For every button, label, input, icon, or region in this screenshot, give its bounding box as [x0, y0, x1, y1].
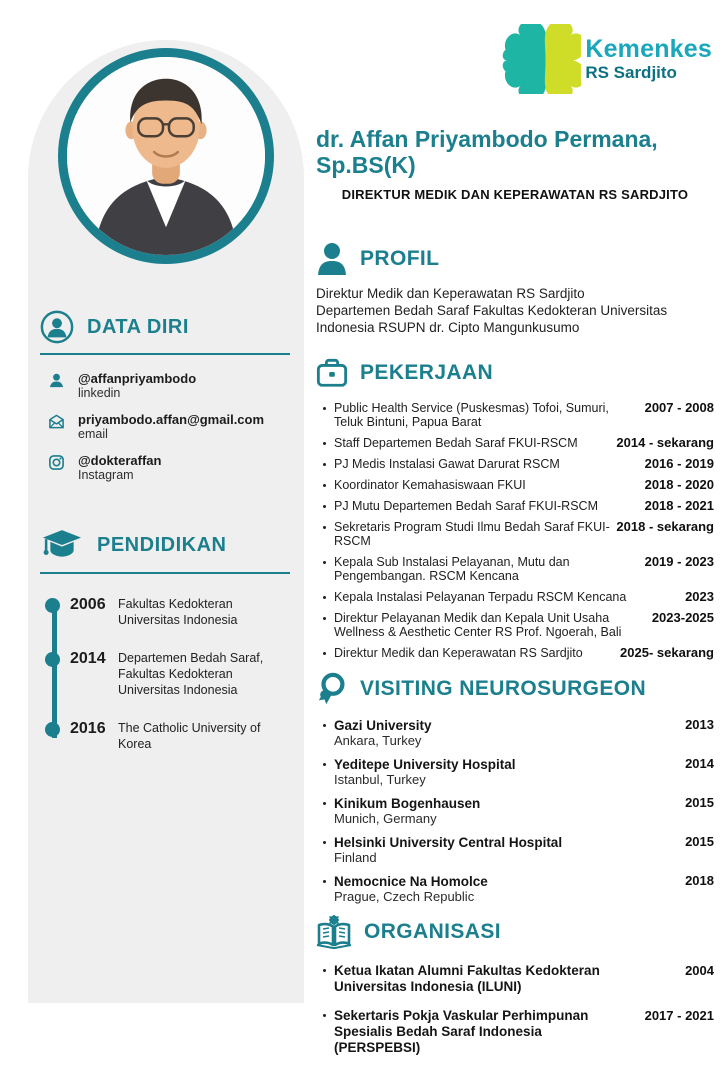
- person-role: DIREKTUR MEDIK DAN KEPERAWATAN RS SARDJITO: [341, 187, 689, 202]
- job-title: Public Health Service (Puskesmas) Tofoi, Sumuri, Teluk Bintuni, Papua Barat: [334, 401, 609, 429]
- job-row: [316, 646, 714, 660]
- timeline-dot: [45, 652, 60, 667]
- job-period: 2014 - sekarang: [616, 435, 714, 450]
- job-title: Direktur Pelayanan Medik dan Kepala Unit Usaha Wellness & Aesthetic Center RS Prof. Ngoerah, Bali: [334, 611, 622, 639]
- education-desc: Fakultas Kedokteran Universitas Indonesia: [118, 597, 238, 627]
- contact-linkedin: [48, 371, 290, 401]
- job-period: 2018 - sekarang: [616, 519, 714, 534]
- job-title: Koordinator Kemahasiswaan FKUI: [334, 478, 526, 492]
- bullet-dot: [323, 561, 326, 564]
- job-row: [316, 401, 714, 429]
- bullet-dot: [323, 880, 326, 883]
- email-icon: [48, 413, 65, 430]
- brand-org: Kemenkes: [585, 35, 712, 63]
- contact-list: [40, 371, 290, 483]
- job-title: Kepala Sub Instalasi Pelayanan, Mutu dan Pengembangan. RSCM Kencana: [334, 555, 570, 583]
- visiting-row: [316, 757, 714, 787]
- organisasi-row: [316, 1008, 714, 1056]
- bullet-dot: [323, 484, 326, 487]
- organisasi-row: [316, 963, 714, 995]
- person-name: dr. Affan Priyambodo Permana, Sp.BS(K): [316, 126, 658, 178]
- bullet-dot: [323, 724, 326, 727]
- job-title: PJ Medis Instalasi Gawat Darurat RSCM: [334, 457, 560, 471]
- linkedin-handle[interactable]: @affanpriyambodo: [78, 371, 197, 386]
- contact-instagram: [48, 453, 290, 483]
- section-data-diri: [40, 310, 290, 483]
- job-period: 2018 - 2021: [644, 498, 714, 513]
- timeline-dot: [45, 598, 60, 613]
- institution-name: Yeditepe University Hospital: [334, 757, 516, 772]
- organization-period: 2004: [685, 963, 714, 978]
- job-title: Kepala Instalasi Pelayanan Terpadu RSCM Kencana: [334, 590, 627, 604]
- kemenkes-logo-icon: [501, 24, 581, 94]
- visiting-row: [316, 874, 714, 904]
- education-year: 2006: [70, 596, 106, 613]
- organization-period: 2017 - 2021: [644, 1008, 714, 1023]
- job-row: [316, 590, 714, 604]
- job-period: 2019 - 2023: [644, 554, 714, 569]
- job-row: [316, 499, 714, 513]
- job-title: Direktur Medik dan Keperawatan RS Sardjito: [334, 646, 583, 660]
- bullet-dot: [323, 442, 326, 445]
- section-pekerjaan: [316, 356, 714, 660]
- profil-line1: Direktur Medik dan Keperawatan RS Sardjito: [316, 286, 585, 301]
- job-title: Staff Departemen Bedah Saraf FKUI-RSCM: [334, 436, 578, 450]
- sidebar: [28, 40, 304, 1003]
- institution-location: Munich, Germany: [334, 811, 437, 826]
- briefcase-icon: [316, 356, 348, 390]
- instagram-label: Instagram: [78, 468, 134, 482]
- instagram-handle[interactable]: @dokteraffan: [78, 453, 162, 468]
- timeline-item: [40, 596, 290, 628]
- timeline-item: [40, 650, 290, 698]
- visiting-row: [316, 718, 714, 748]
- visiting-title: VISITING NEUROSURGEON: [360, 677, 647, 700]
- pendidikan-title: PENDIDIKAN: [97, 533, 227, 556]
- visiting-year: 2013: [685, 717, 714, 732]
- institution-location: Prague, Czech Republic: [334, 889, 475, 904]
- job-row: [316, 520, 714, 548]
- visiting-list: [316, 718, 714, 904]
- brand-unit: RS Sardjito: [585, 63, 677, 82]
- section-profil: [316, 242, 714, 336]
- bullet-dot: [323, 617, 326, 620]
- person-circle-icon: [40, 310, 74, 344]
- person-bust-icon: [316, 242, 348, 276]
- education-desc: Departemen Bedah Saraf, Fakultas Kedokteran Universitas Indonesia: [118, 651, 264, 697]
- organisasi-list: [316, 963, 714, 1056]
- profile-photo: [58, 48, 274, 264]
- institution-name: Gazi University: [334, 718, 432, 733]
- job-period: 2007 - 2008: [644, 400, 714, 415]
- organisasi-title: ORGANISASI: [364, 920, 502, 943]
- visiting-row: [316, 835, 714, 865]
- profile-photo-illustration: [67, 57, 265, 255]
- job-period: 2023: [685, 589, 714, 604]
- linkedin-label: linkedin: [78, 386, 121, 400]
- job-title: Sekretaris Program Studi Ilmu Bedah Saraf FKUI-RSCM: [334, 520, 610, 548]
- job-row: [316, 436, 714, 450]
- institution-name: Kinikum Bogenhausen: [334, 796, 481, 811]
- email-address[interactable]: priyambodo.affan@gmail.com: [78, 412, 265, 427]
- visiting-year: 2015: [685, 795, 714, 810]
- bullet-dot: [323, 763, 326, 766]
- education-desc: The Catholic University of Korea: [118, 721, 261, 751]
- main-column: [316, 0, 714, 1069]
- data-diri-title: DATA DIRI: [87, 315, 189, 338]
- institution-location: Finland: [334, 850, 377, 865]
- job-row: [316, 478, 714, 492]
- job-period: 2018 - 2020: [644, 477, 714, 492]
- job-row: [316, 457, 714, 471]
- organization-title: Sekertaris Pokja Vaskular Perhimpunan Spesialis Bedah Saraf Indonesia (PERSPEBSI): [334, 1008, 589, 1055]
- section-visiting-neurosurgeon: [316, 672, 714, 904]
- pendidikan-divider: [40, 572, 290, 574]
- job-row: [316, 611, 714, 639]
- section-organisasi: [316, 914, 714, 1056]
- instagram-icon: [48, 454, 65, 471]
- visiting-year: 2015: [685, 834, 714, 849]
- data-diri-divider: [40, 353, 290, 355]
- job-list: [316, 401, 714, 660]
- person-icon: [48, 372, 65, 389]
- job-title: PJ Mutu Departemen Bedah Saraf FKUI-RSCM: [334, 499, 598, 513]
- bullet-dot: [323, 596, 326, 599]
- institution-name: Nemocnice Na Homolce: [334, 874, 488, 889]
- bullet-dot: [323, 841, 326, 844]
- email-label: email: [78, 427, 108, 441]
- institution-location: Ankara, Turkey: [334, 733, 422, 748]
- bullet-dot: [323, 505, 326, 508]
- education-timeline: [40, 596, 290, 752]
- organization-title: Ketua Ikatan Alumni Fakultas Kedokteran Universitas Indonesia (ILUNI): [334, 963, 600, 994]
- bullet-dot: [323, 1014, 326, 1017]
- visiting-row: [316, 796, 714, 826]
- job-period: 2023-2025: [651, 610, 714, 625]
- contact-email: [48, 412, 290, 442]
- bullet-dot: [323, 463, 326, 466]
- bullet-dot: [323, 407, 326, 410]
- bullet-dot: [323, 652, 326, 655]
- job-row: [316, 555, 714, 583]
- bullet-dot: [323, 526, 326, 529]
- profil-text: [316, 285, 714, 336]
- open-book-icon: [316, 914, 352, 950]
- profil-line2: Departemen Bedah Saraf Fakultas Kedokteran Universitas Indonesia RSUPN dr. Cipto Mangunkusumo: [316, 303, 668, 335]
- section-pendidikan: [40, 527, 290, 752]
- graduation-cap-icon: [40, 527, 84, 563]
- institution-location: Istanbul, Turkey: [334, 772, 426, 787]
- bullet-dot: [323, 969, 326, 972]
- hospital-logo: [501, 24, 714, 94]
- job-period: 2025- sekarang: [620, 645, 714, 660]
- institution-name: Helsinki University Central Hospital: [334, 835, 563, 850]
- job-period: 2016 - 2019: [644, 456, 714, 471]
- medal-icon: [316, 672, 348, 706]
- education-year: 2016: [70, 720, 106, 737]
- timeline-dot: [45, 722, 60, 737]
- visiting-year: 2018: [685, 873, 714, 888]
- education-year: 2014: [70, 650, 106, 667]
- profil-title: PROFIL: [360, 247, 440, 270]
- visiting-year: 2014: [685, 756, 714, 771]
- pekerjaan-title: PEKERJAAN: [360, 361, 494, 384]
- bullet-dot: [323, 802, 326, 805]
- timeline-item: [40, 720, 290, 752]
